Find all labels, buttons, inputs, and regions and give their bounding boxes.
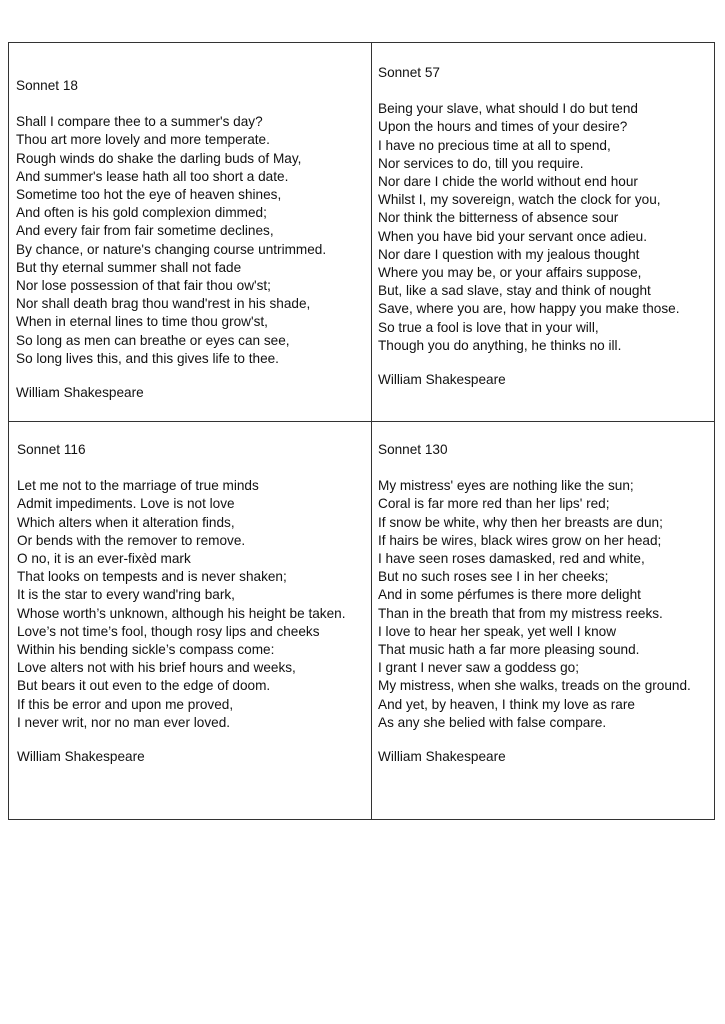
sonnet-author: William Shakespeare: [378, 372, 506, 388]
sonnet-title: Sonnet 57: [378, 65, 440, 80]
sonnet-line: Nor dare I question with my jealous thought: [378, 246, 640, 262]
sonnet-author: William Shakespeare: [378, 749, 506, 765]
sonnet-line: Admit impediments. Love is not love: [17, 496, 235, 512]
sonnet-line: Save, where you are, how happy you make those.: [378, 301, 680, 317]
sonnet-line: But bears it out even to the edge of doom.: [17, 678, 271, 694]
sonnet-line: O no, it is an ever-fixèd mark: [17, 551, 191, 567]
sonnet-line: I have seen roses damasked, red and white,: [378, 551, 645, 567]
sonnet-card-57: [378, 64, 680, 389]
sonnet-line: And in some pérfumes is there more delight: [378, 587, 641, 603]
sonnet-line: When in eternal lines to time thou grow'st,: [16, 314, 268, 330]
sonnet-line: Where you may be, or your affairs suppose,: [378, 265, 642, 281]
sonnet-line: Coral is far more red than her lips' red;: [378, 496, 610, 512]
sonnet-line: Whose worth’s unknown, although his height be taken.: [17, 605, 346, 621]
sonnet-line: Which alters when it alteration finds,: [17, 514, 235, 530]
sonnet-title: Sonnet 130: [378, 442, 448, 457]
sonnet-line: I grant I never saw a goddess go;: [378, 660, 580, 676]
sonnet-line: But, like a sad slave, stay and think of nought: [378, 283, 651, 299]
sonnet-line: Thou art more lovely and more temperate.: [16, 132, 270, 148]
sonnet-line: Nor think the bitterness of absence sour: [378, 210, 619, 226]
sonnet-line: Whilst I, my sovereign, watch the clock for you,: [378, 192, 661, 208]
sonnet-line: Nor lose possession of that fair thou ow'st;: [16, 278, 271, 294]
sonnet-line: That looks on tempests and is never shaken;: [17, 569, 287, 585]
sonnet-lines: [16, 113, 326, 368]
sonnet-line: Nor services to do, till you require.: [378, 155, 584, 171]
sonnet-line: That music hath a far more pleasing sound.: [378, 642, 640, 658]
sonnet-line: I never writ, nor no man ever loved.: [17, 714, 231, 730]
sonnet-line: So long lives this, and this gives life to thee.: [16, 350, 279, 366]
grid-vertical-divider: [371, 43, 372, 819]
sonnet-grid: [8, 42, 715, 820]
sonnet-line: Though you do anything, he thinks no ill.: [378, 337, 622, 353]
sonnet-line: Let me not to the marriage of true minds: [17, 478, 259, 494]
sonnet-line: Upon the hours and times of your desire?: [378, 119, 628, 135]
sonnet-line: When you have bid your servant once adieu.: [378, 228, 648, 244]
sonnet-line: And often is his gold complexion dimmed;: [16, 205, 267, 221]
sonnet-line: Nor dare I chide the world without end hour: [378, 174, 638, 190]
grid-horizontal-divider: [9, 421, 714, 422]
sonnet-line: Or bends with the remover to remove.: [17, 532, 246, 548]
sonnet-line: If this be error and upon me proved,: [17, 696, 234, 712]
sonnet-line: And yet, by heaven, I think my love as rare: [378, 696, 635, 712]
sonnet-line: Nor shall death brag thou wand'rest in his shade,: [16, 296, 311, 312]
sonnet-title: Sonnet 116: [17, 442, 86, 457]
sonnet-line: Than in the breath that from my mistress reeks.: [378, 605, 663, 621]
sonnet-lines: [378, 100, 680, 355]
sonnet-line: If snow be white, why then her breasts are dun;: [378, 514, 663, 530]
sonnet-line: Rough winds do shake the darling buds of May,: [16, 150, 302, 166]
sonnet-line: Being your slave, what should I do but tend: [378, 101, 638, 117]
sonnet-line: My mistress' eyes are nothing like the sun;: [378, 478, 634, 494]
sonnet-line: Love alters not with his brief hours and weeks,: [17, 660, 296, 676]
sonnet-line: Sometime too hot the eye of heaven shines,: [16, 187, 282, 203]
sonnet-line: So long as men can breathe or eyes can see,: [16, 332, 290, 348]
sonnet-line: As any she belied with false compare.: [378, 714, 607, 730]
sonnet-lines: [17, 477, 345, 732]
sonnet-line: Shall I compare thee to a summer's day?: [16, 114, 263, 130]
sonnet-line: Love’s not time’s fool, though rosy lips and cheeks: [17, 623, 320, 639]
sonnet-line: So true a fool is love that in your will,: [378, 319, 599, 335]
sonnet-card-18: [16, 77, 326, 402]
sonnet-line: My mistress, when she walks, treads on the ground.: [378, 678, 691, 694]
sonnet-line: Within his bending sickle’s compass come:: [17, 642, 275, 658]
sonnet-line: By chance, or nature's changing course untrimmed.: [16, 241, 327, 257]
sonnet-card-116: [17, 441, 345, 766]
sonnet-line: But no such roses see I in her cheeks;: [378, 569, 609, 585]
sonnet-line: And summer's lease hath all too short a date.: [16, 168, 289, 184]
sonnet-line: But thy eternal summer shall not fade: [16, 259, 242, 275]
sonnet-line: If hairs be wires, black wires grow on her head;: [378, 532, 662, 548]
sonnet-card-130: [378, 441, 691, 766]
sonnet-line: I have no precious time at all to spend,: [378, 137, 611, 153]
sonnet-lines: [378, 477, 691, 732]
sonnet-line: It is the star to every wand'ring bark,: [17, 587, 235, 603]
sonnet-line: And every fair from fair sometime declines,: [16, 223, 274, 239]
sonnet-author: William Shakespeare: [17, 749, 145, 765]
sonnet-author: William Shakespeare: [16, 385, 144, 401]
sonnet-title: Sonnet 18: [16, 78, 78, 93]
sonnet-line: I love to hear her speak, yet well I know: [378, 623, 617, 639]
